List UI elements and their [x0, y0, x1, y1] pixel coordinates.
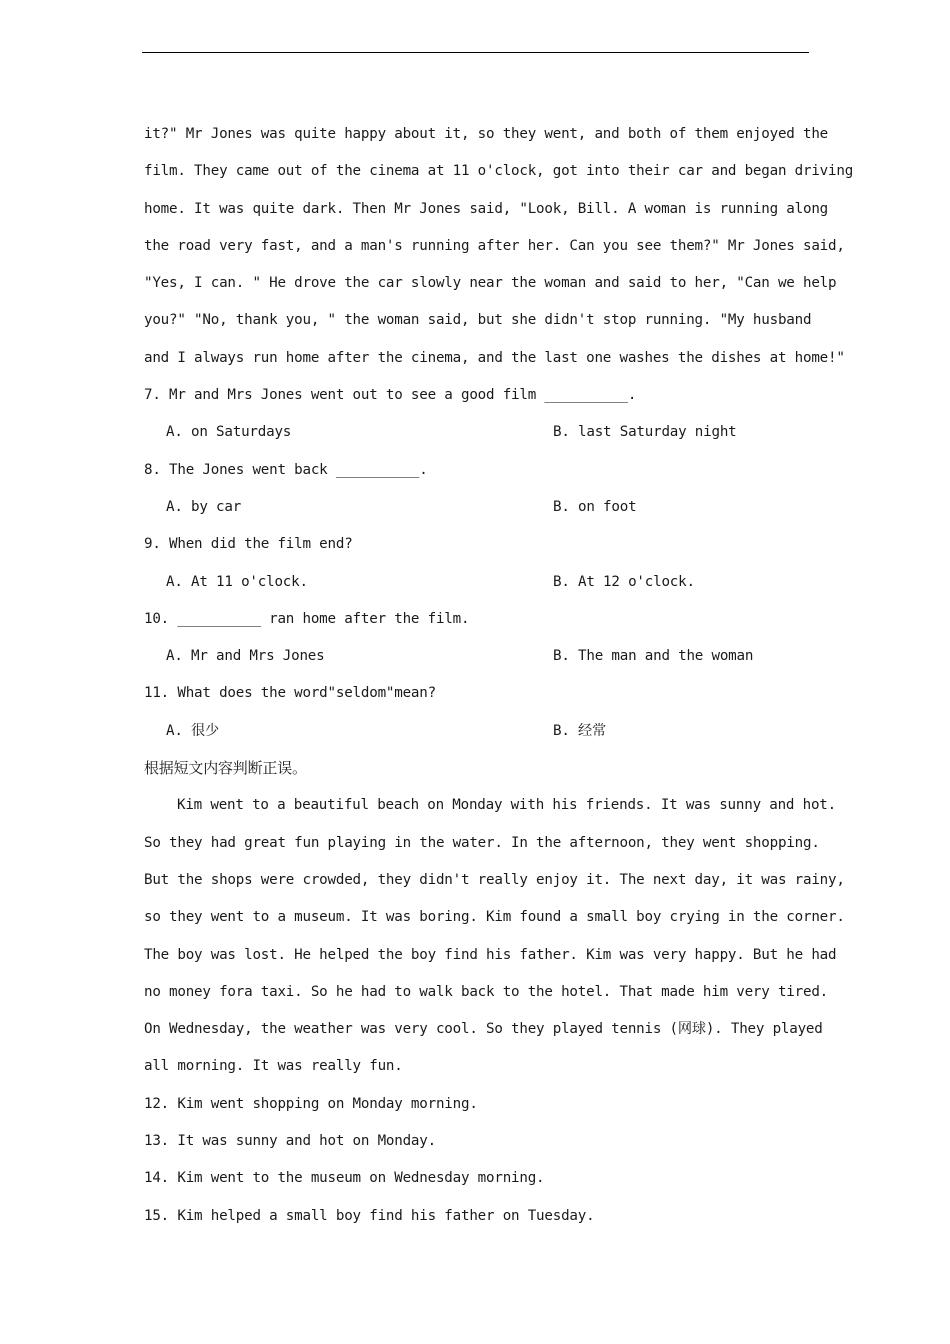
options-row	[144, 638, 844, 675]
question-10	[144, 601, 844, 676]
statement-item: 13. It was sunny and hot on Monday.	[144, 1133, 436, 1150]
option-a: A. 很少	[166, 722, 219, 739]
passage-line: On Wednesday, the weather was very cool. So they played tennis (网球). They played	[144, 1021, 823, 1038]
section-heading: 根据短文内容判断正误。	[144, 759, 307, 778]
question-stem: 10. __________ ran home after the film.	[144, 610, 470, 627]
passage-line: "Yes, I can. " He drove the car slowly near the woman and said to her, "Can we help	[144, 275, 837, 292]
passage-line: you?" "No, thank you, " the woman said, but she didn't stop running. "My husband	[144, 312, 812, 329]
passage-line: The boy was lost. He helped the boy find his father. Kim was very happy. But he had	[144, 946, 837, 963]
passage-line: So they had great fun playing in the water. In the afternoon, they went shopping.	[144, 834, 820, 851]
passage-1	[144, 116, 854, 377]
question-11	[144, 675, 844, 750]
option-b: B. last Saturday night	[553, 424, 737, 441]
passage-line: and I always run home after the cinema, and the last one washes the dishes at home!"	[144, 349, 845, 366]
options-row	[144, 713, 844, 750]
header-rule	[142, 52, 809, 53]
passage-line: it?" Mr Jones was quite happy about it, so they went, and both of them enjoyed the	[144, 126, 829, 142]
option-b: B. on foot	[553, 498, 637, 515]
question-9	[144, 526, 844, 601]
question-stem: 8. The Jones went back __________.	[144, 461, 428, 478]
options-row	[144, 414, 844, 451]
question-stem: 9. When did the film end?	[144, 536, 353, 553]
passage-line: so they went to a museum. It was boring. Kim found a small boy crying in the corner.	[144, 909, 845, 926]
option-a: A. Mr and Mrs Jones	[166, 648, 325, 665]
passage-line: the road very fast, and a man's running after her. Can you see them?" Mr Jones said,	[144, 237, 845, 254]
question-stem: 7. Mr and Mrs Jones went out to see a good film __________.	[144, 387, 637, 404]
question-stem: 11. What does the word"seldom"mean?	[144, 685, 436, 702]
options-row	[144, 489, 844, 526]
option-a: A. on Saturdays	[166, 424, 292, 441]
question-7	[144, 377, 844, 452]
passage-line: all morning. It was really fun.	[144, 1058, 403, 1075]
option-b: B. At 12 o'clock.	[553, 573, 695, 590]
passage-line: But the shops were crowded, they didn't really enjoy it. The next day, it was rainy,	[144, 871, 845, 888]
passage-line: no money fora taxi. So he had to walk back to the hotel. That made him very tired.	[144, 983, 829, 1000]
passage-line: Kim went to a beautiful beach on Monday with his friends. It was sunny and hot.	[177, 797, 836, 814]
statements	[144, 1086, 844, 1235]
passage-line: home. It was quite dark. Then Mr Jones said, "Look, Bill. A woman is running along	[144, 200, 829, 217]
statement-item: 15. Kim helped a small boy find his father on Tuesday.	[144, 1207, 595, 1224]
option-a: A. by car	[166, 498, 242, 515]
options-row	[144, 564, 844, 601]
option-b: B. 经常	[553, 722, 606, 739]
question-8	[144, 452, 844, 527]
statement-item: 14. Kim went to the museum on Wednesday morning.	[144, 1170, 545, 1187]
document-body	[144, 116, 854, 1235]
passage-line: film. They came out of the cinema at 11 o'clock, got into their car and began driving	[144, 163, 854, 180]
statement-item: 12. Kim went shopping on Monday morning.	[144, 1095, 478, 1112]
option-b: B. The man and the woman	[553, 648, 754, 665]
option-a: A. At 11 o'clock.	[166, 573, 308, 590]
passage-2	[144, 787, 844, 1085]
